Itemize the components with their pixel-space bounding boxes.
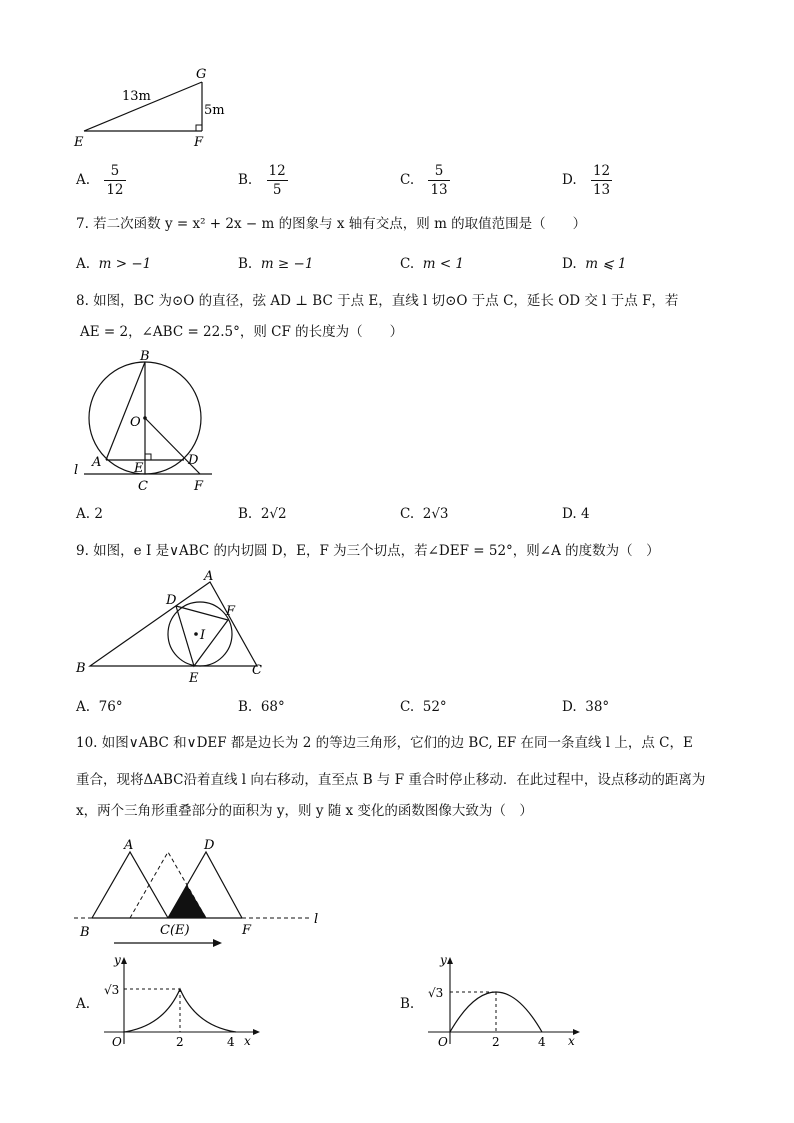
q8-right-angle-mark: [145, 454, 151, 460]
q6-label-F: F: [194, 135, 204, 150]
q6-option-d-label: D.: [562, 172, 577, 188]
q8-stem-line2: AE = 2，∠ABC = 22.5°，则 CF 的长度为（ ）: [80, 324, 404, 340]
q10-graph-a-y-arrow: [121, 957, 127, 964]
q9-label-E: E: [189, 671, 199, 686]
q7-option-d[interactable]: D. m ⩽ 1: [562, 256, 627, 272]
q10-overlap-region: [168, 886, 206, 918]
q10-stem-line3: x，两个三角形重叠部分的面积为 y，则 y 随 x 变化的函数图像大致为（ ）: [76, 803, 533, 819]
q8-label-F: F: [194, 479, 204, 494]
q6-option-b-label: B.: [238, 172, 253, 188]
q8-figure: [70, 350, 220, 494]
q10-graph-a[interactable]: [96, 952, 266, 1052]
q10-graph-a-tick-2: 2: [176, 1035, 184, 1049]
q7-option-c[interactable]: C. m < 1: [400, 256, 465, 272]
q10-graph-b-sqrt3: √3: [428, 986, 444, 1000]
q10-label-CE: C(E): [160, 923, 190, 938]
q10-triangle-ABC: [92, 852, 168, 918]
q8-option-a[interactable]: A. 2: [76, 506, 103, 522]
q8-center-dot: [143, 416, 147, 420]
q7-option-b[interactable]: B. m ≥ −1: [238, 256, 314, 272]
q10-stem-line2: 重合，现将ΔABC沿着直线 l 向右移动，直至点 B 与 F 重合时停止移动．在此过程中，设点移动的距离为: [76, 772, 706, 788]
q8-label-B: B: [140, 350, 150, 364]
q9-option-a[interactable]: A. 76°: [76, 699, 123, 715]
q10-label-F: F: [242, 923, 252, 938]
q8-label-D: D: [188, 453, 199, 468]
q9-option-c[interactable]: C. 52°: [400, 699, 447, 715]
q6-label-E: E: [74, 135, 84, 150]
q10-graph-a-origin: O: [112, 1035, 122, 1049]
q9-option-d[interactable]: D. 38°: [562, 699, 610, 715]
q10-graph-b-y-label: y: [440, 953, 447, 967]
q8-option-c[interactable]: C. 2√3: [400, 506, 449, 522]
q8-label-O: O: [130, 415, 141, 430]
q10-label-l: l: [314, 912, 319, 927]
q10-figure: [70, 834, 340, 950]
q10-graph-b-y-arrow: [447, 957, 453, 964]
q6-label-13m: 13m: [122, 89, 151, 104]
q6-figure: [70, 62, 240, 154]
q10-option-a-label[interactable]: A.: [76, 996, 91, 1012]
q9-label-B: B: [76, 661, 86, 676]
q8-segment-BA: [106, 362, 145, 460]
q10-graph-b-tick-4: 4: [538, 1035, 546, 1049]
q10-graph-b-x-label: x: [568, 1034, 575, 1048]
q9-option-b[interactable]: B. 68°: [238, 699, 285, 715]
q6-label-5m: 5m: [204, 103, 225, 118]
q6-option-a-fraction: $\frac{5}{12}$: [106, 163, 124, 198]
q9-label-C: C: [252, 663, 262, 678]
q9-figure: [70, 568, 270, 688]
q10-arrow-head: [213, 939, 222, 947]
q10-label-A: A: [124, 838, 134, 853]
q10-graph-a-tick-4: 4: [227, 1035, 235, 1049]
q10-stem-line1: 10. 如图∨ABC 和∨DEF 都是边长为 2 的等边三角形，它们的边 BC, EF 在同一条直线 l 上，点 C，E: [76, 735, 693, 751]
q8-label-A: A: [92, 455, 102, 470]
q8-label-E: E: [134, 461, 144, 476]
q9-stem: 9. 如图，e I 是∨ABC 的内切圆 D，E，F 为三个切点，若∠DEF = 52°，则∠A 的度数为（ ）: [76, 543, 660, 559]
q10-graph-a-x-label: x: [244, 1034, 251, 1048]
q10-graph-b[interactable]: [420, 952, 590, 1052]
q8-label-C: C: [138, 479, 148, 494]
q9-label-I: I: [200, 628, 206, 643]
q8-label-l: l: [74, 463, 79, 478]
q10-label-B: B: [80, 925, 90, 940]
q6-option-a-label: A.: [76, 172, 91, 188]
q10-graph-b-origin: O: [438, 1035, 448, 1049]
q6-option-d-fraction: $\frac{12}{13}$: [592, 163, 611, 198]
q6-label-G: G: [196, 67, 207, 82]
q10-graph-a-y-label: y: [114, 953, 121, 967]
q9-label-A: A: [204, 569, 214, 584]
q8-option-d[interactable]: D. 4: [562, 506, 590, 522]
q10-label-D: D: [204, 838, 215, 853]
q10-graph-b-tick-2: 2: [492, 1035, 500, 1049]
q6-option-b[interactable]: [238, 162, 288, 199]
q6-option-a[interactable]: [76, 162, 126, 199]
q7-stem: 7. 若二次函数 y = x² + 2x − m 的图象与 x 轴有交点，则 m 的取值范围是（ ）: [76, 216, 587, 232]
q6-option-c-fraction: $\frac{5}{13}$: [430, 163, 448, 198]
q6-right-angle-mark: [196, 125, 202, 131]
q6-option-c-label: C.: [400, 172, 415, 188]
q7-option-a[interactable]: A. m > −1: [76, 256, 152, 272]
q9-label-F: F: [226, 604, 236, 619]
q10-graph-a-sqrt3: √3: [104, 983, 120, 997]
q6-option-c[interactable]: [400, 162, 450, 199]
q10-option-b-label[interactable]: B.: [400, 996, 415, 1012]
q8-stem-line1: 8. 如图，BC 为⊙O 的直径，弦 AD ⊥ BC 于点 E，直线 l 切⊙O 于点 C，延长 OD 交 l 于点 F，若: [76, 293, 679, 309]
q6-option-b-fraction: $\frac{12}{5}$: [268, 163, 286, 198]
q8-option-b[interactable]: B. 2√2: [238, 506, 287, 522]
q10-graph-a-x-arrow: [253, 1029, 260, 1035]
q6-option-d[interactable]: [562, 162, 612, 199]
q9-incenter-dot: [194, 632, 198, 636]
q9-label-D: D: [166, 593, 177, 608]
